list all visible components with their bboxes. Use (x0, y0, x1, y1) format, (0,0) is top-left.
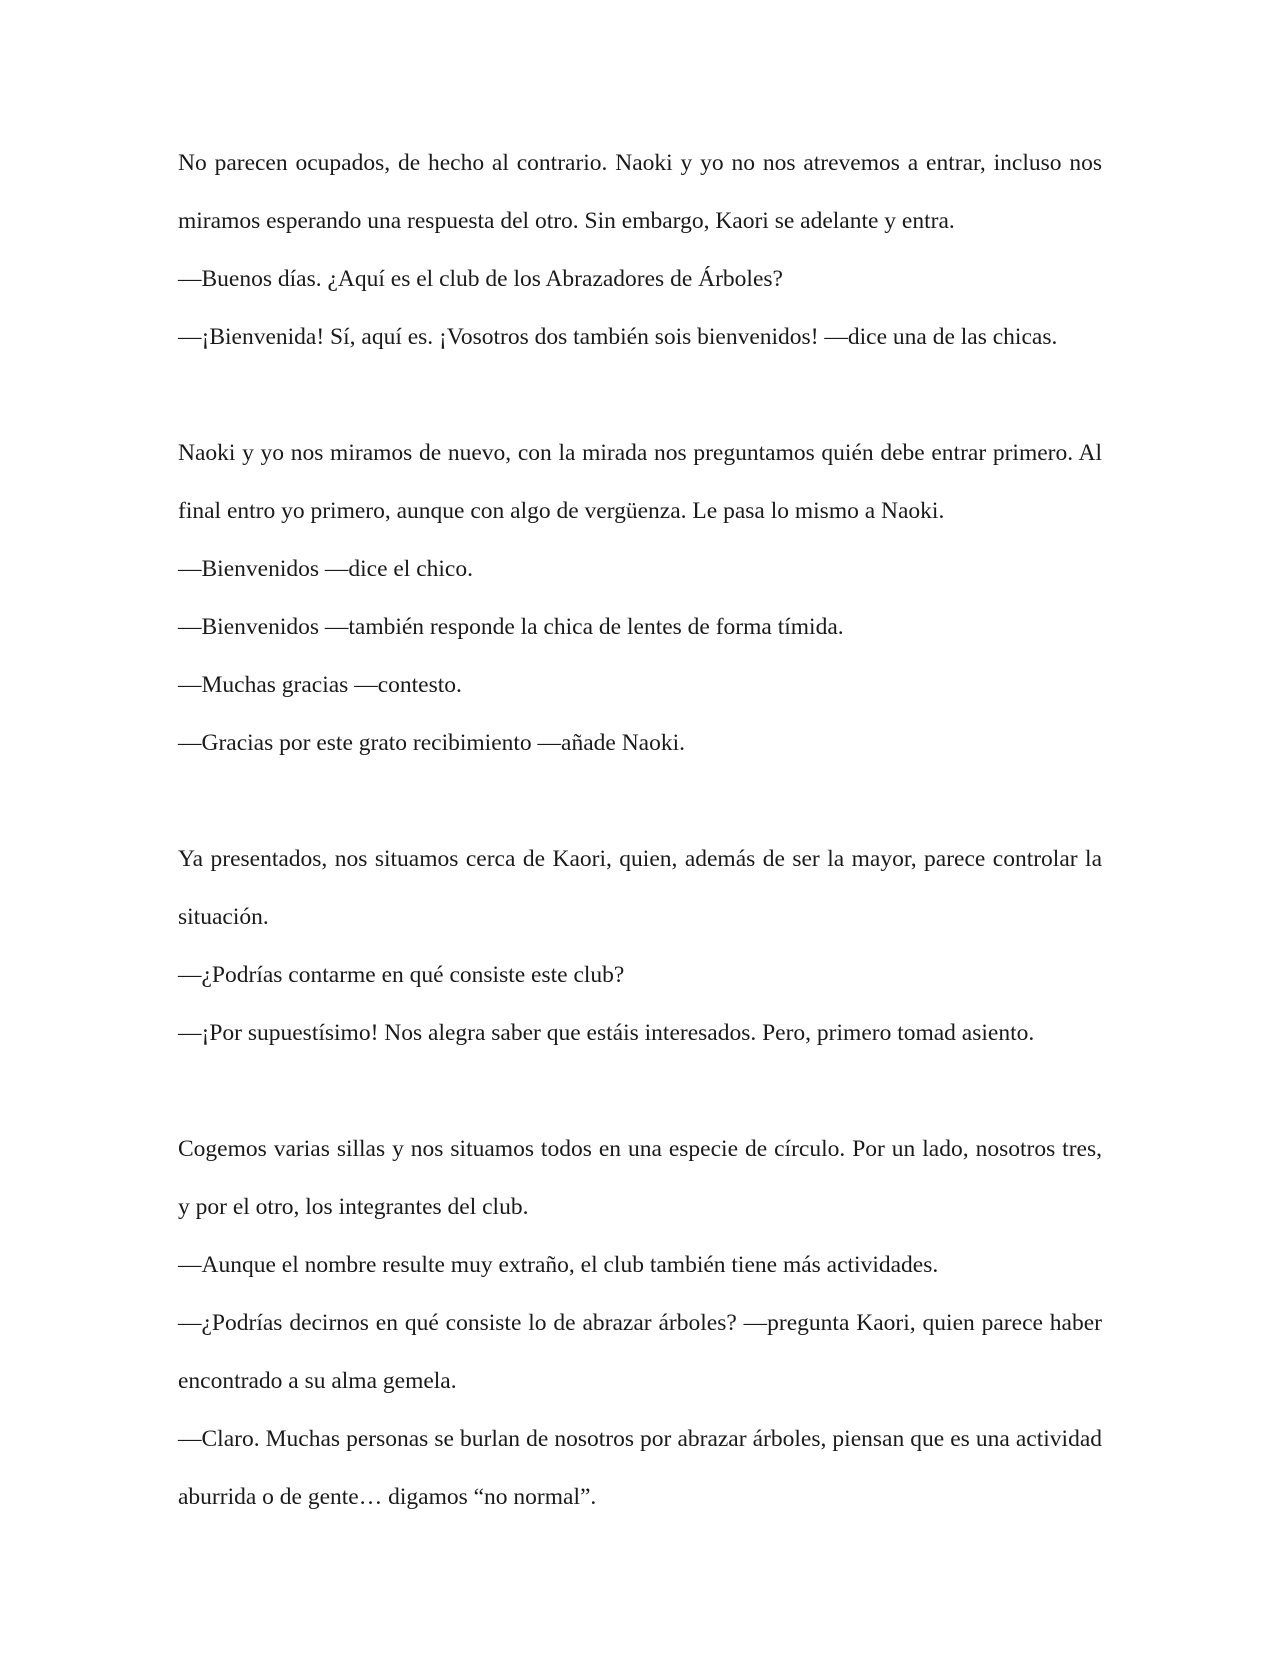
text-section (178, 134, 1102, 366)
dialogue-line: —¿Podrías decirnos en qué consiste lo de abrazar árboles? —pregunta Kaori, quien parece haber encontrado a su alma gemela. (178, 1310, 1102, 1394)
dialogue-line: —Bienvenidos —dice el chico. (178, 556, 473, 582)
dialogue-line: —¡Por supuestísimo! Nos alegra saber que estáis interesados. Pero, primero tomad asiento. (178, 1020, 1035, 1046)
dialogue-line: —Muchas gracias —contesto. (178, 672, 462, 698)
narration-paragraph: Cogemos varias sillas y nos situamos todos en una especie de círculo. Por un lado, nosotros tres, y por el otro, los integrantes del club. (178, 1136, 1102, 1220)
dialogue-line: —Buenos días. ¿Aquí es el club de los Abrazadores de Árboles? (178, 266, 783, 292)
narration-paragraph: Naoki y yo nos miramos de nuevo, con la mirada nos preguntamos quién debe entrar primero. Al final entro yo primero, aunque con algo de vergüenza. Le pasa lo mismo a Naoki. (178, 440, 1102, 524)
text-section (178, 830, 1102, 1062)
narration-paragraph: Ya presentados, nos situamos cerca de Kaori, quien, además de ser la mayor, parece controlar la situación. (178, 846, 1102, 930)
document-body (178, 134, 1102, 1526)
text-section (178, 1120, 1102, 1526)
dialogue-line: —Claro. Muchas personas se burlan de nosotros por abrazar árboles, piensan que es una actividad aburrida o de gente… digamos “no normal”. (178, 1426, 1102, 1510)
narration-paragraph: No parecen ocupados, de hecho al contrario. Naoki y yo no nos atrevemos a entrar, incluso nos miramos esperando una respuesta del otro. Sin embargo, Kaori se adelante y entra. (178, 150, 1102, 234)
text-section (178, 424, 1102, 772)
dialogue-line: —Aunque el nombre resulte muy extraño, el club también tiene más actividades. (178, 1252, 939, 1278)
dialogue-line: —¿Podrías contarme en qué consiste este club? (178, 962, 625, 988)
dialogue-line: —Gracias por este grato recibimiento —añade Naoki. (178, 730, 686, 756)
dialogue-line: —¡Bienvenida! Sí, aquí es. ¡Vosotros dos también sois bienvenidos! —dice una de las chicas. (178, 324, 1058, 350)
dialogue-line: —Bienvenidos —también responde la chica de lentes de forma tímida. (178, 614, 844, 640)
